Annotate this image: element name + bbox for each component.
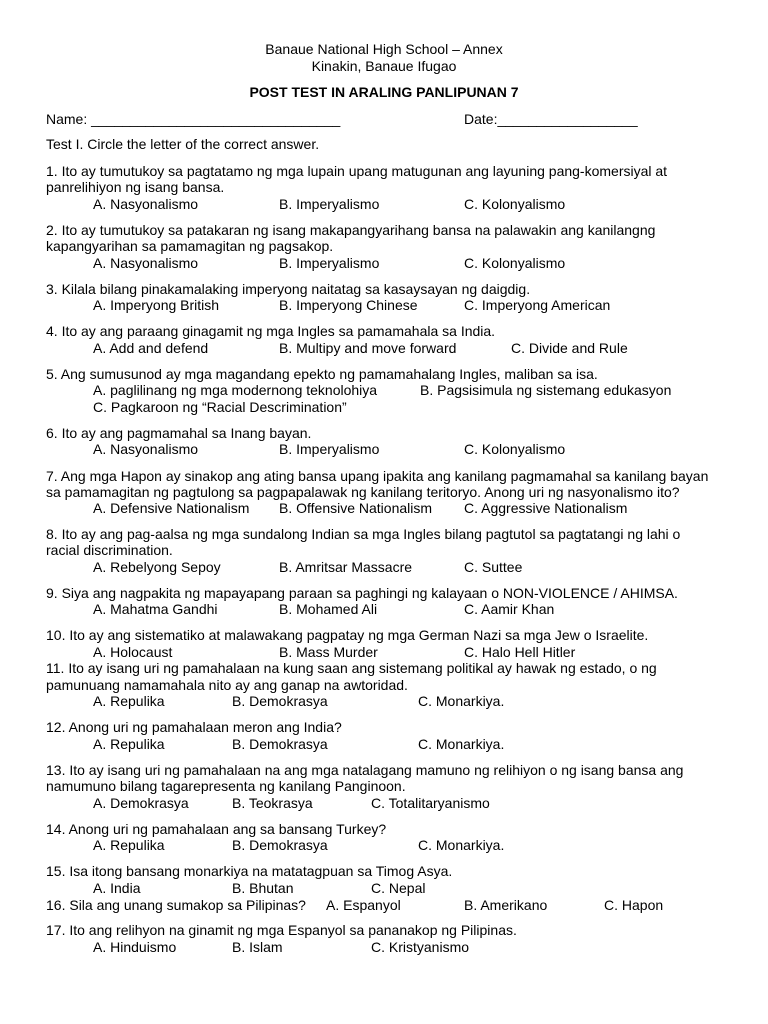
question-15-text: 15. Isa itong bansang monarkiya na matatagpuan sa Timog Asya.: [46, 863, 453, 879]
question-5-option-c: C. Pagkaroon ng “Racial Descrimination”: [93, 399, 347, 415]
question-1-option-b: B. Imperyalismo: [279, 196, 380, 212]
question-6: [0, 425, 768, 457]
question-16-option-b: B. Amerikano: [464, 897, 548, 913]
question-4: [0, 323, 768, 356]
question-2-text-continued: kapangyarihan sa pamamagitan ng pagsakop.: [46, 238, 334, 254]
question-17-text: 17. Ito ang relihyon na ginamit ng mga Espanyol sa pananakop ng Pilipinas.: [46, 922, 517, 938]
question-7-option-c: C. Aggressive Nationalism: [464, 500, 628, 516]
question-16-text: 16. Sila ang unang sumakop sa Pilipinas?: [46, 897, 306, 913]
question-4-option-c: C. Divide and Rule: [511, 340, 628, 356]
question-13-option-b: B. Teokrasya: [232, 795, 313, 811]
date-field: Date:__________________: [464, 111, 638, 127]
question-7: [0, 468, 768, 516]
question-14-option-a: A. Repulika: [93, 837, 165, 853]
question-3-option-b: B. Imperyong Chinese: [279, 297, 418, 313]
question-15: [0, 863, 768, 896]
question-1-text-continued: panrelihiyon ng isang bansa.: [46, 179, 225, 195]
question-8-text: 8. Ito ay ang pag-aalsa ng mga sundalong Indian sa mga Ingles bilang pagtutol sa pagtatangi ng lahi o: [46, 526, 681, 542]
question-11-text-continued: pamunuang namamahala nito ay ang ganap na awtoridad.: [46, 677, 408, 693]
question-11-option-c: C. Monarkiya.: [418, 693, 505, 709]
question-9-option-c: C. Aamir Khan: [464, 601, 555, 617]
question-11-option-a: A. Repulika: [93, 693, 165, 709]
question-4-option-a: A. Add and defend: [93, 340, 209, 356]
question-7-text-continued: sa pamamagitan ng pagtulong sa pagpapalawak ng kanilang teritoryo. Anong uri ng nasyonalismo ito?: [46, 484, 680, 500]
question-9-text: 9. Siya ang nagpakita ng mapayapang paraan sa paghingi ng kalayaan o NON-VIOLENCE / AHIMSA.: [46, 585, 678, 601]
question-14-option-c: C. Monarkiya.: [418, 837, 505, 853]
question-1: [0, 163, 768, 212]
question-13-option-c: C. Totalitaryanismo: [371, 795, 490, 811]
question-2-text: 2. Ito ay tumutukoy sa patakaran ng isang makapangyarihang bansa na palawakin ang kanilangng: [46, 222, 656, 238]
question-1-option-c: C. Kolonyalismo: [464, 196, 566, 212]
question-13: [0, 762, 768, 811]
question-2: [0, 222, 768, 271]
question-3-option-c: C. Imperyong American: [464, 297, 611, 313]
question-9-option-b: B. Mohamed Ali: [279, 601, 378, 617]
question-10-option-c: C. Halo Hell Hitler: [464, 644, 576, 660]
question-10: [0, 627, 768, 660]
question-8-option-a: A. Rebelyong Sepoy: [93, 559, 221, 575]
question-11-text: 11. Ito ay isang uri ng pamahalaan na kung saan ang sistemang politikal ay hawak ng estado, o ng: [46, 660, 657, 676]
question-7-option-a: A. Defensive Nationalism: [93, 500, 250, 516]
question-11: [0, 660, 768, 709]
question-2-option-b: B. Imperyalismo: [279, 255, 380, 271]
question-17-option-c: C. Kristyanismo: [371, 939, 470, 955]
question-5-option-a: A. paglilinang ng mga modernong teknolohiya: [93, 382, 378, 398]
question-15-option-a: A. India: [93, 880, 141, 896]
question-3-option-a: A. Imperyong British: [93, 297, 220, 313]
school-location: Kinakin, Banaue Ifugao: [311, 58, 457, 74]
question-15-option-c: C. Nepal: [371, 880, 426, 896]
question-3-text: 3. Kilala bilang pinakamalaking imperyong naitatag sa kasaysayan ng daigdig.: [46, 281, 531, 297]
question-12-text: 12. Anong uri ng pamahalaan meron ang India?: [46, 719, 342, 735]
question-8-option-b: B. Amritsar Massacre: [279, 559, 413, 575]
question-2-option-c: C. Kolonyalismo: [464, 255, 566, 271]
question-6-option-b: B. Imperyalismo: [279, 441, 380, 457]
question-7-option-b: B. Offensive Nationalism: [279, 500, 433, 516]
question-1-text: 1. Ito ay tumutukoy sa pagtatamo ng mga lupain upang matugunan ang layuning pang-komersiyal at: [46, 163, 668, 179]
instructions: Test I. Circle the letter of the correct answer.: [46, 136, 320, 152]
question-3: [0, 281, 768, 313]
question-2-option-a: A. Nasyonalismo: [93, 255, 199, 271]
question-1-option-a: A. Nasyonalismo: [93, 196, 199, 212]
test-title: POST TEST IN ARALING PANLIPUNAN 7: [249, 84, 519, 100]
name-field: Name: ________________________________: [46, 111, 341, 127]
question-4-option-b: B. Multipy and move forward: [279, 340, 457, 356]
question-17-option-a: A. Hinduismo: [93, 939, 177, 955]
school-name: Banaue National High School – Annex: [265, 41, 503, 57]
question-9-option-a: A. Mahatma Gandhi: [93, 601, 218, 617]
question-8-text-continued: racial discrimination.: [46, 542, 173, 558]
question-13-text: 13. Ito ay isang uri ng pamahalaan na ang mga natalagang mamuno ng relihiyon o ng isang bansa ang: [46, 762, 684, 778]
question-15-option-b: B. Bhutan: [232, 880, 294, 896]
question-8: [0, 526, 768, 575]
question-10-option-b: B. Mass Murder: [279, 644, 378, 660]
question-12-option-c: C. Monarkiya.: [418, 736, 505, 752]
question-5-text: 5. Ang sumusunod ay mga magandang epekto ng pamamahalang Ingles, maliban sa isa.: [46, 366, 598, 382]
question-12-option-a: A. Repulika: [93, 736, 165, 752]
question-9: [0, 585, 768, 617]
question-14-option-b: B. Demokrasya: [232, 837, 328, 853]
question-6-option-a: A. Nasyonalismo: [93, 441, 199, 457]
question-10-option-a: A. Holocaust: [93, 644, 173, 660]
question-13-text-continued: namumuno bilang tagarepresenta ng kanilang Panginoon.: [46, 778, 406, 794]
question-10-text: 10. Ito ay ang sistematiko at malawakang pagpatay ng mga German Nazi sa mga Jew o Israelite.: [46, 627, 649, 643]
question-6-text: 6. Ito ay ang pagmamahal sa Inang bayan.: [46, 425, 312, 441]
question-17: [0, 922, 768, 955]
question-16-option-c: C. Hapon: [604, 897, 664, 913]
question-7-text: 7. Ang mga Hapon ay sinakop ang ating bansa upang ipakita ang kanilang pagmamahal sa kanilang bayan: [46, 468, 709, 484]
question-17-option-b: B. Islam: [232, 939, 283, 955]
question-11-option-b: B. Demokrasya: [232, 693, 328, 709]
question-14-text: 14. Anong uri ng pamahalaan ang sa bansang Turkey?: [46, 821, 387, 837]
question-16: [0, 897, 768, 913]
question-4-text: 4. Ito ay ang paraang ginagamit ng mga Ingles sa pamamahala sa India.: [46, 323, 496, 339]
question-12-option-b: B. Demokrasya: [232, 736, 328, 752]
question-5: [0, 366, 768, 415]
question-6-option-c: C. Kolonyalismo: [464, 441, 566, 457]
question-16-option-a: A. Espanyol: [326, 897, 401, 913]
question-12: [0, 719, 768, 752]
question-13-option-a: A. Demokrasya: [93, 795, 189, 811]
question-8-option-c: C. Suttee: [464, 559, 523, 575]
question-14: [0, 821, 768, 853]
question-5-option-b: B. Pagsisimula ng sistemang edukasyon: [420, 382, 672, 398]
